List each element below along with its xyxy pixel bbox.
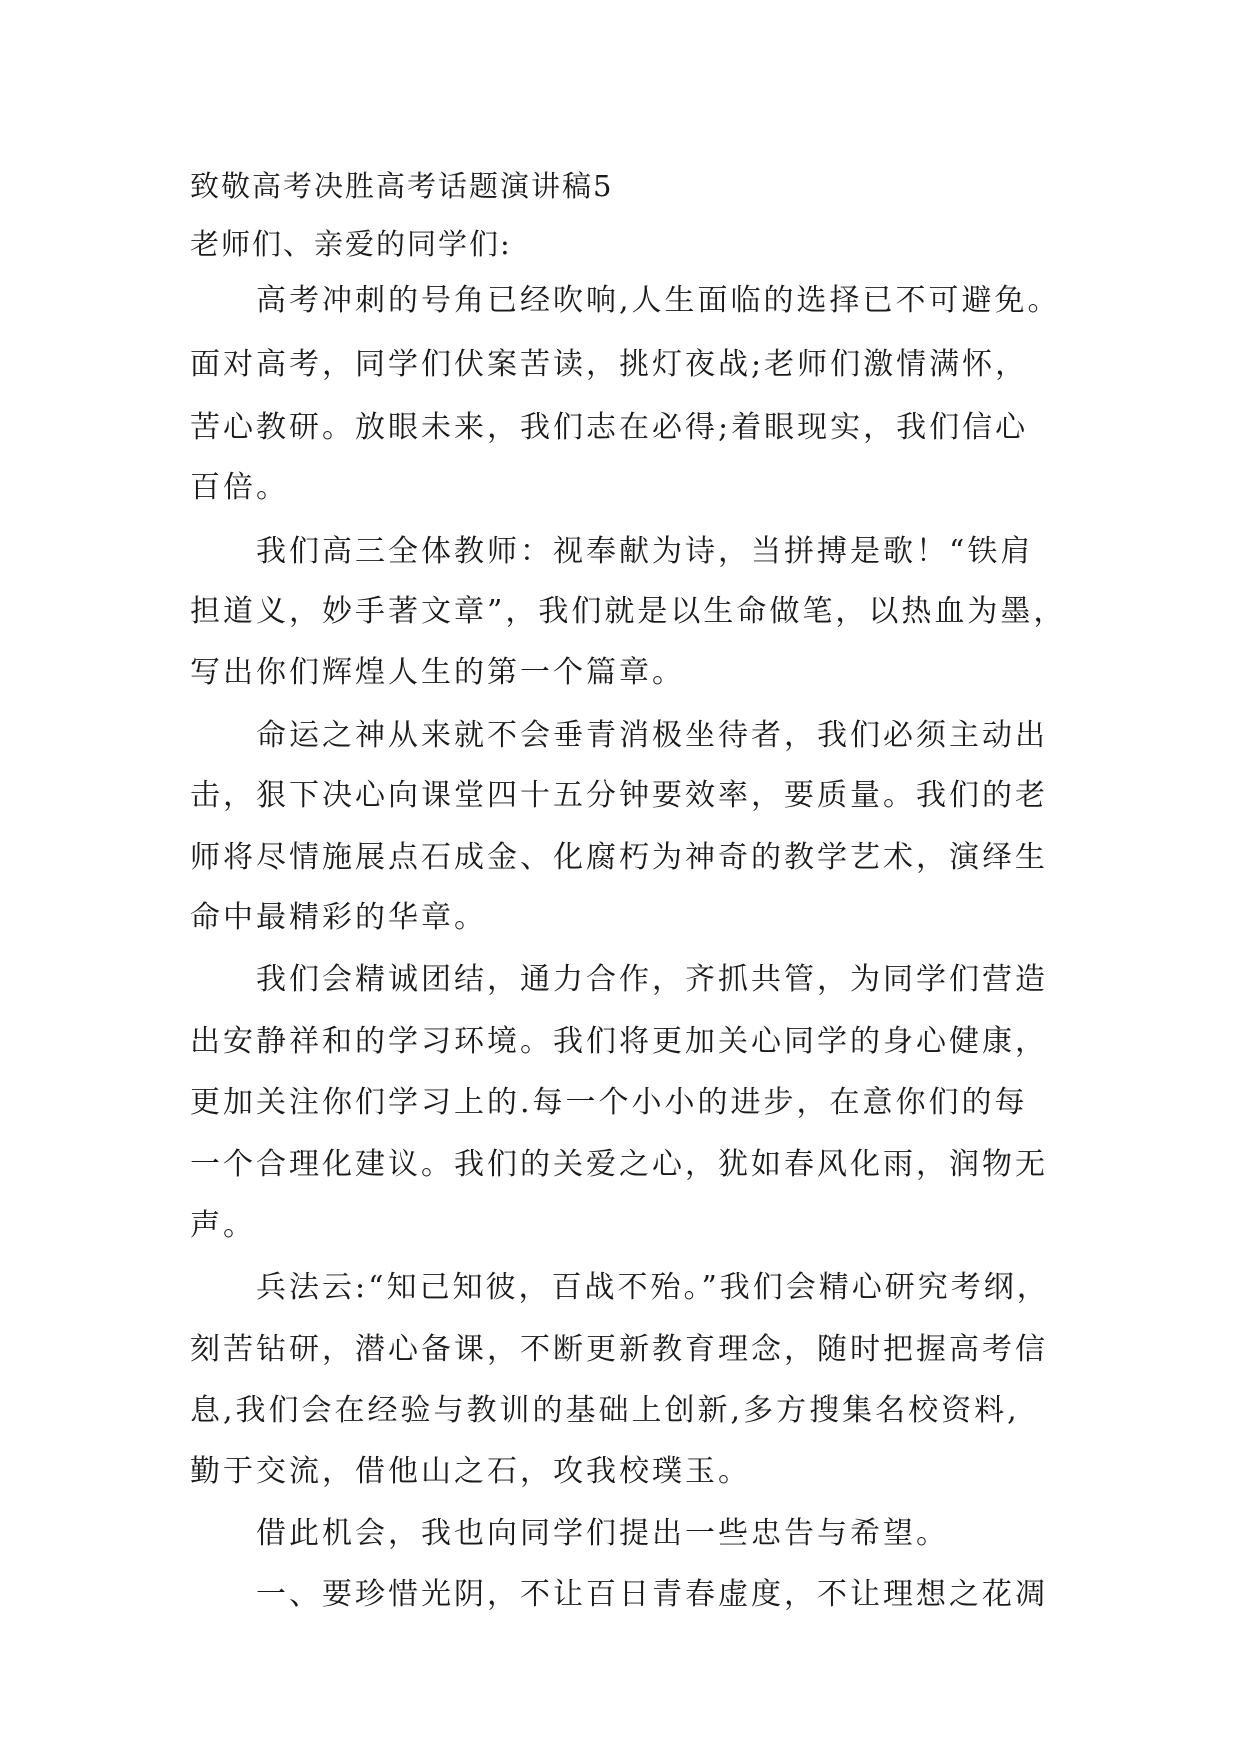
paragraph-line: 命运之神从来就不会垂青消极坐待者，我们必须主动出 bbox=[256, 718, 1048, 753]
paragraph-line: 借此机会，我也向同学们提出一些忠告与希望。 bbox=[256, 1516, 949, 1551]
paragraph-line: 勤于交流，借他山之石，攻我校璞玉。 bbox=[190, 1454, 751, 1489]
paragraph-line: 兵法云:“知己知彼，百战不殆。”我们会精心研究考纲， bbox=[256, 1270, 1050, 1305]
paragraph-line: 出安静祥和的学习环境。我们将更加关心同学的身心健康， bbox=[190, 1024, 1048, 1059]
paragraph-line: 刻苦钻研，潜心备课，不断更新教育理念，随时把握高考信 bbox=[190, 1332, 1048, 1367]
paragraph-line: 声。 bbox=[190, 1208, 256, 1243]
paragraph-line: 面对高考，同学们伏案苦读，挑灯夜战;老师们激情满怀， bbox=[190, 347, 1029, 382]
paragraph-line: 我们高三全体教师：视奉献为诗，当拼搏是歌！“铁肩 bbox=[256, 534, 1034, 569]
paragraph-line: 我们会精诚团结，通力合作，齐抓共管，为同学们营造 bbox=[256, 962, 1048, 997]
greeting-line: 老师们、亲爱的同学们: bbox=[190, 227, 512, 261]
paragraph-line: 更加关注你们学习上的.每一个小小的进步，在意你们的每 bbox=[190, 1085, 1028, 1120]
paragraph-line: 担道义，妙手著文章”，我们就是以生命做笔，以热血为墨， bbox=[190, 594, 1067, 629]
paragraph-line: 击，狠下决心向课堂四十五分钟要效率，要质量。我们的老 bbox=[190, 778, 1048, 813]
paragraph-line: 百倍。 bbox=[190, 470, 289, 505]
paragraph-line: 师将尽情施展点石成金、化腐朽为神奇的教学艺术，演绎生 bbox=[190, 840, 1048, 875]
paragraph-line: 高考冲刺的号角已经吹响,人生面临的选择已不可避免。 bbox=[256, 283, 1061, 318]
document-title: 致敬高考决胜高考话题演讲稿5 bbox=[190, 169, 614, 203]
paragraph-line: 一个合理化建议。我们的关爱之心，犹如春风化雨，润物无 bbox=[190, 1147, 1048, 1182]
paragraph-line: 息,我们会在经验与教训的基础上创新,多方搜集名校资料, bbox=[190, 1393, 1020, 1428]
paragraph-line: 一、要珍惜光阴，不让百日青春虚度，不让理想之花凋 bbox=[256, 1577, 1048, 1612]
paragraph-line: 写出你们辉煌人生的第一个篇章。 bbox=[190, 655, 685, 690]
paragraph-line: 苦心教研。放眼未来，我们志在必得;着眼现实，我们信心 bbox=[190, 410, 1029, 445]
document-page bbox=[190, 0, 1090, 1754]
paragraph-line: 命中最精彩的华章。 bbox=[190, 900, 487, 935]
